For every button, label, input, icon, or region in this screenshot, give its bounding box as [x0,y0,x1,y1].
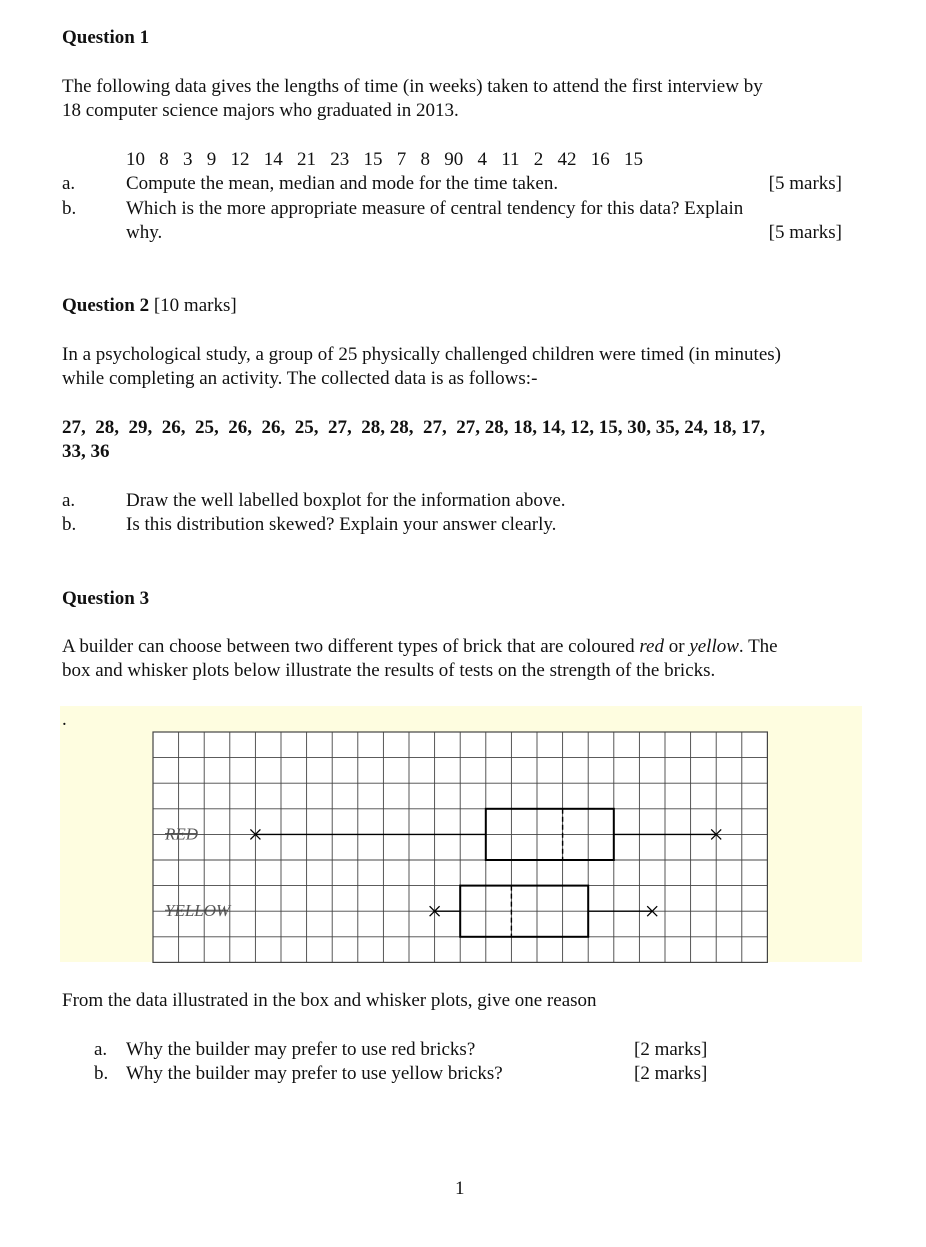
q3-heading: Question 3 [62,588,150,609]
q1-a-text: Compute the mean, median and mode for the time taken. [126,173,559,194]
q3-a-marks: [2 marks] [634,1039,708,1060]
q1-intro-line1: The following data gives the lengths of time (in weeks) taken to attend the first interview by [62,76,763,97]
q2-heading: Question 2 [62,295,150,316]
q3-intro-yellow: yellow [689,636,739,657]
q3-a-label: a. [94,1039,108,1060]
q3-intro-line2: box and whisker plots below illustrate the results of tests on the strength of the bricks. [62,660,716,681]
q3-b-label: b. [94,1063,109,1084]
q2-data-line1: 27, 28, 29, 26, 25, 26, 26, 25, 27, 28, 28, 27, 27, 28, 18, 14, 12, 15, 30, 35, 24, 18, 17, [62,417,765,438]
q1-b-label: b. [62,198,77,219]
q2-intro-line1: In a psychological study, a group of 25 physically challenged children were timed (in minutes) [62,344,781,365]
q1-data-values: 10 8 3 9 12 14 21 23 15 7 8 90 4 11 2 42 16 15 [126,149,644,170]
q1-intro-line2: 18 computer science majors who graduated in 2013. [62,100,459,121]
q1-b-text1: Which is the more appropriate measure of central tendency for this data? Explain [126,198,744,219]
figure-dot: . [62,709,67,730]
yellow-label: YELLOW [165,901,231,921]
q2-data-line2: 33, 36 [62,441,110,462]
q2-b-label: b. [62,514,77,535]
q3-a-text: Why the builder may prefer to use red bricks? [126,1039,476,1060]
q1-a-label: a. [62,173,76,194]
q1-heading: Question 1 [62,27,150,48]
q3-intro-red: red [639,636,664,657]
q1-b-text2: why. [126,222,163,243]
q1-b-marks: [5 marks] [768,222,842,243]
q1-a-marks: [5 marks] [768,173,842,194]
q3-intro-or: or [663,636,690,657]
q3-b-text: Why the builder may prefer to use yellow bricks? [126,1063,503,1084]
q3-intro-pre: A builder can choose between two different types of brick that are coloured [62,636,640,657]
page-number: 1 [455,1178,465,1199]
q3-b-marks: [2 marks] [634,1063,708,1084]
q3-prompt: From the data illustrated in the box and whisker plots, give one reason [62,990,597,1011]
q2-heading-marks: [10 marks] [153,295,237,316]
q2-b-text: Is this distribution skewed? Explain your answer clearly. [126,514,557,535]
q2-intro-line2: while completing an activity. The collected data is as follows:- [62,368,538,389]
q3-intro-post: . The [738,636,778,657]
red-label: RED [165,824,199,844]
q2-a-text: Draw the well labelled boxplot for the information above. [126,490,566,511]
q2-a-label: a. [62,490,76,511]
